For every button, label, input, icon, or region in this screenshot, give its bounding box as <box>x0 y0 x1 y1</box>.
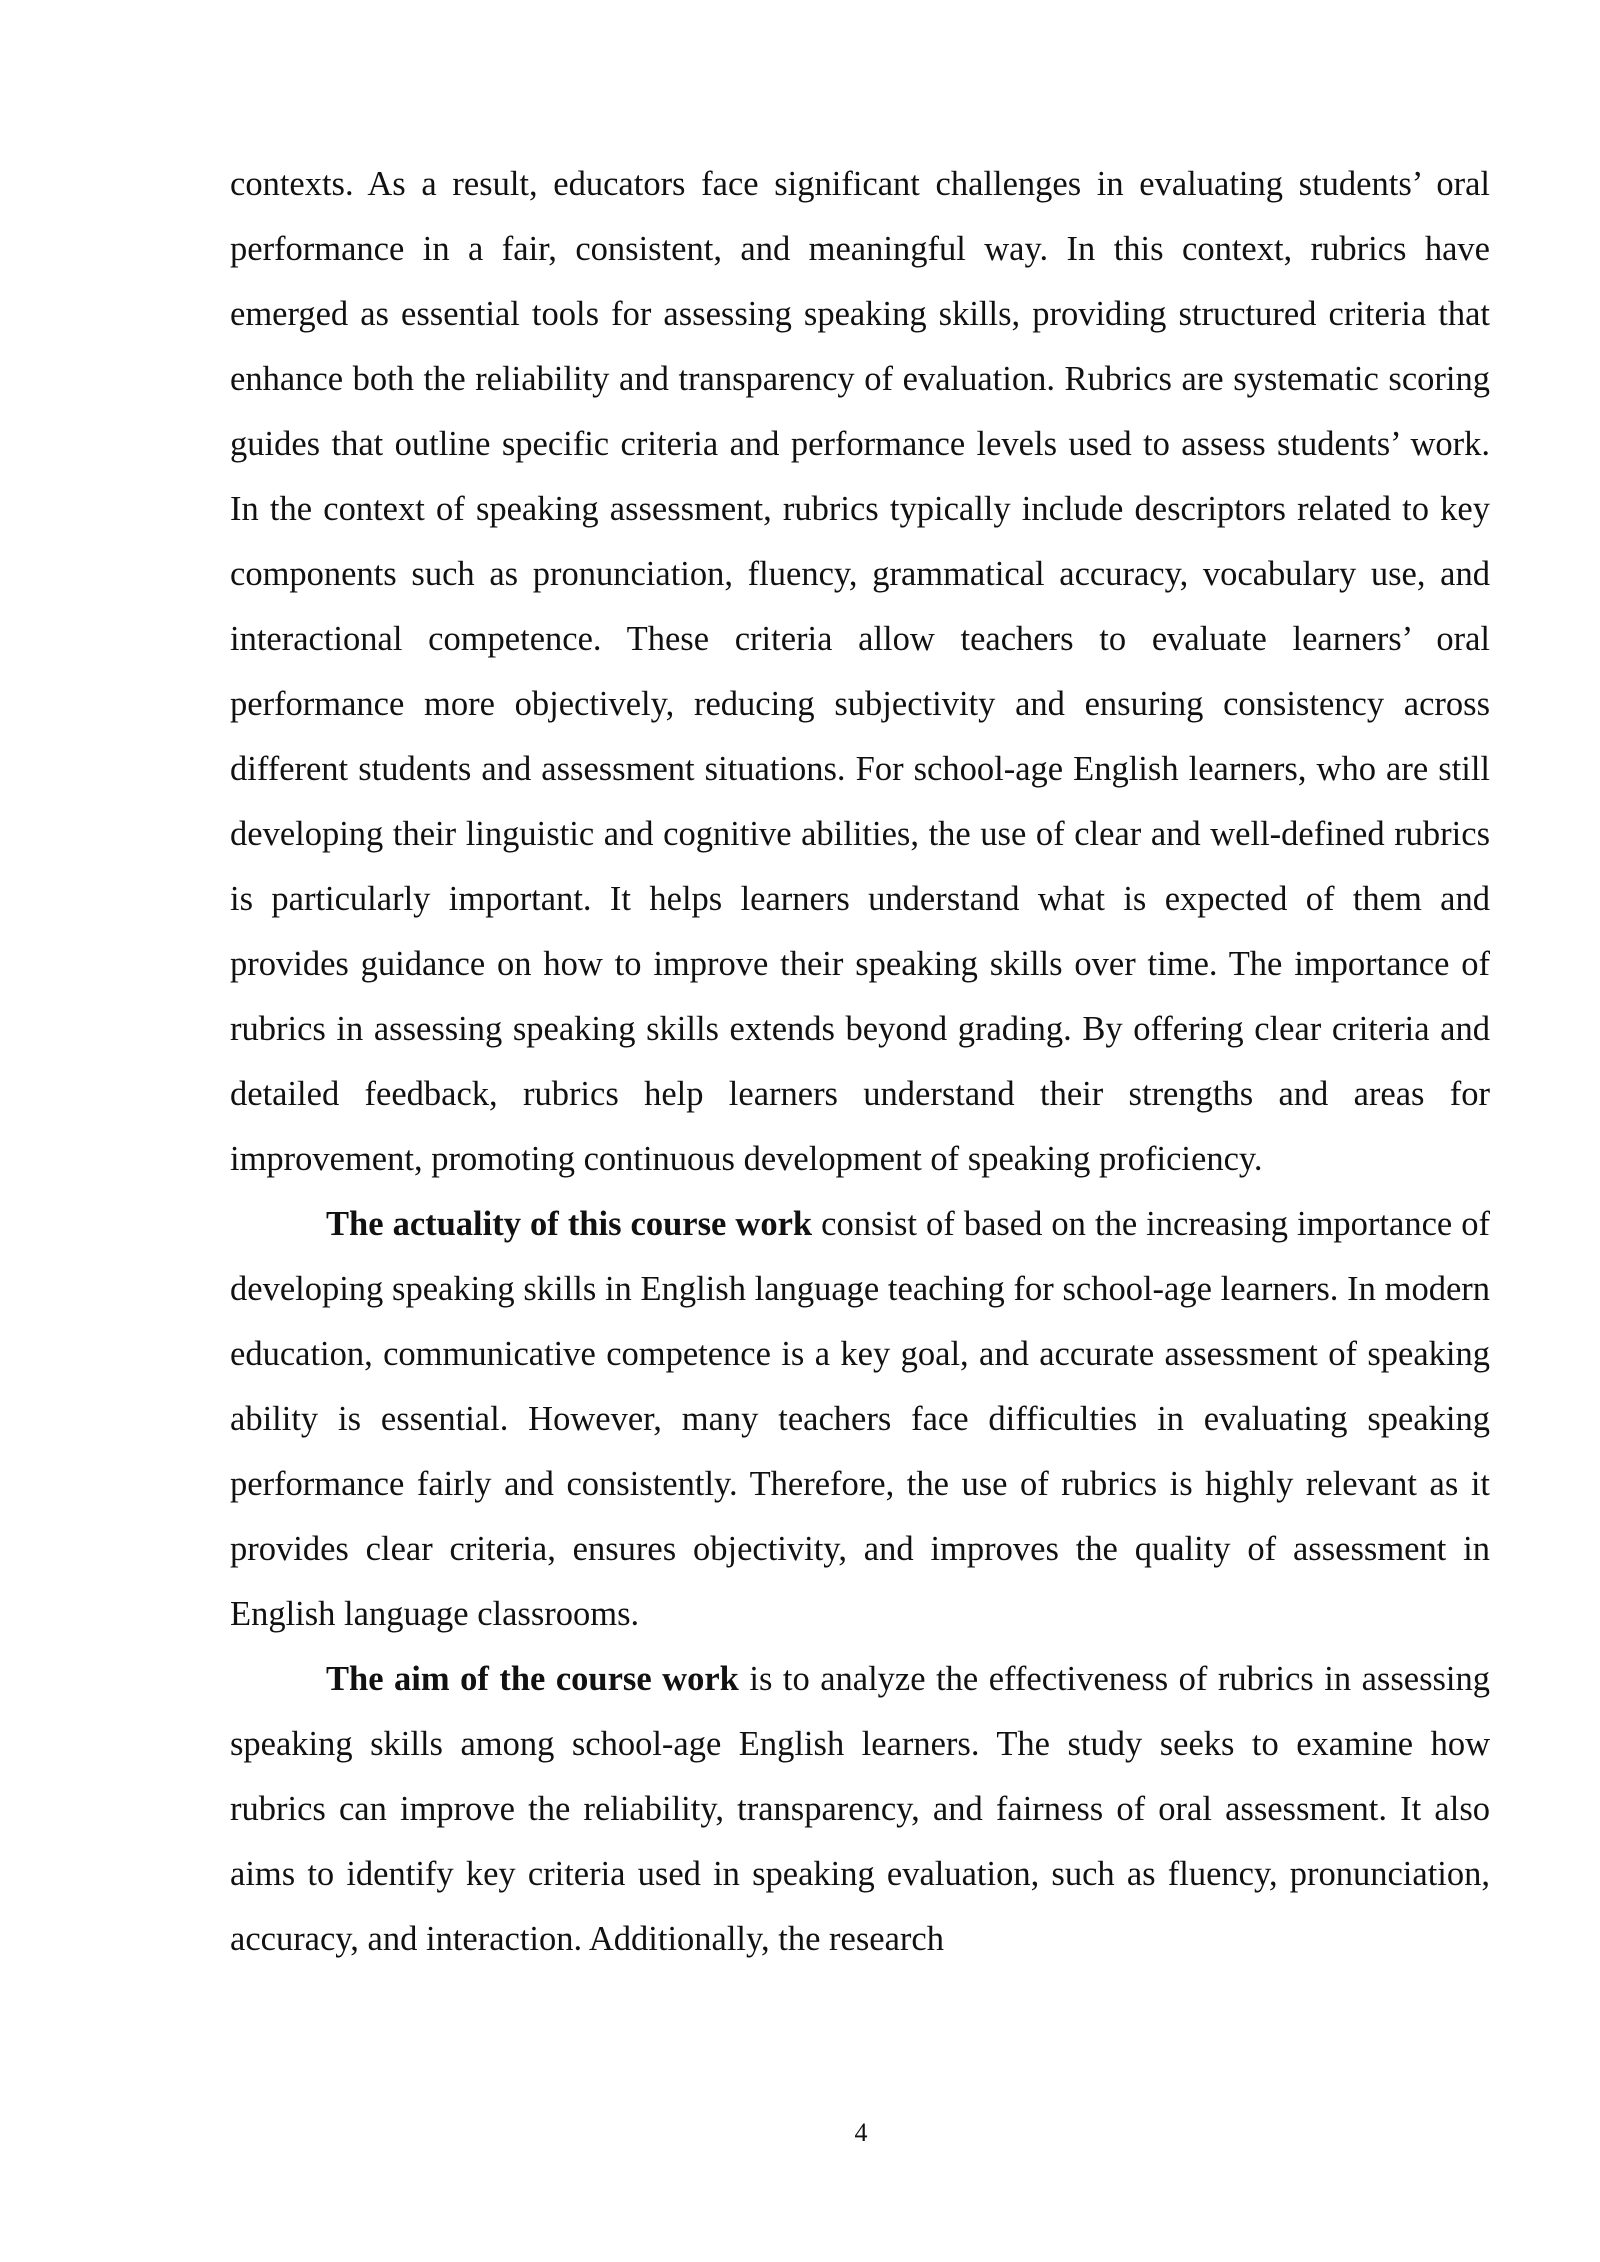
aim-heading: The aim of the course work <box>326 1660 739 1698</box>
paragraph-aim <box>230 1647 1490 1972</box>
actuality-text: consist of based on the increasing importance of developing speaking skills in English language teaching for school-age learners. In modern education, communicative competence is a key goal, and accurate assessment of speaking ability is essential. However, many teachers face difficulties in evaluating speaking performance fairly and consistently. Therefore, the use of rubrics is highly relevant as it provides clear criteria, ensures objectivity, and improves the quality of assessment in English language classrooms. <box>230 1205 1490 1633</box>
paragraph-rubrics-context: contexts. As a result, educators face significant challenges in evaluating students’ oral performance in a fair, consistent, and meaningful way. In this context, rubrics have emerged as essential tools for assessing speaking skills, providing structured criteria that enhance both the reliability and transparency of evaluation. Rubrics are systematic scoring guides that outline specific criteria and performance levels used to assess students’ work. In the context of speaking assessment, rubrics typically include descriptors related to key components such as pronunciation, fluency, grammatical accuracy, vocabulary use, and interactional competence. These criteria allow teachers to evaluate learners’ oral performance more objectively, reducing subjectivity and ensuring consistency across different students and assessment situations. For school-age English learners, who are still developing their linguistic and cognitive abilities, the use of clear and well-defined rubrics is particularly important. It helps learners understand what is expected of them and provides guidance on how to improve their speaking skills over time. The importance of rubrics in assessing speaking skills extends beyond grading. By offering clear criteria and detailed feedback, rubrics help learners understand their strengths and areas for improvement, promoting continuous development of speaking proficiency. <box>230 165 1490 1178</box>
actuality-heading: The actuality of this course work <box>326 1205 813 1243</box>
page-number: 4 <box>854 2118 868 2147</box>
aim-text: is to analyze the effectiveness of rubrics in assessing speaking skills among school-age English learners. The study seeks to examine how rubrics can improve the reliability, transparency, and fairness of oral assessment. It also aims to identify key criteria used in speaking evaluation, such as fluency, pronunciation, accuracy, and interaction. Additionally, the research <box>230 1660 1491 1958</box>
body-text <box>230 152 1490 1972</box>
paragraph-actuality <box>230 1192 1490 1647</box>
